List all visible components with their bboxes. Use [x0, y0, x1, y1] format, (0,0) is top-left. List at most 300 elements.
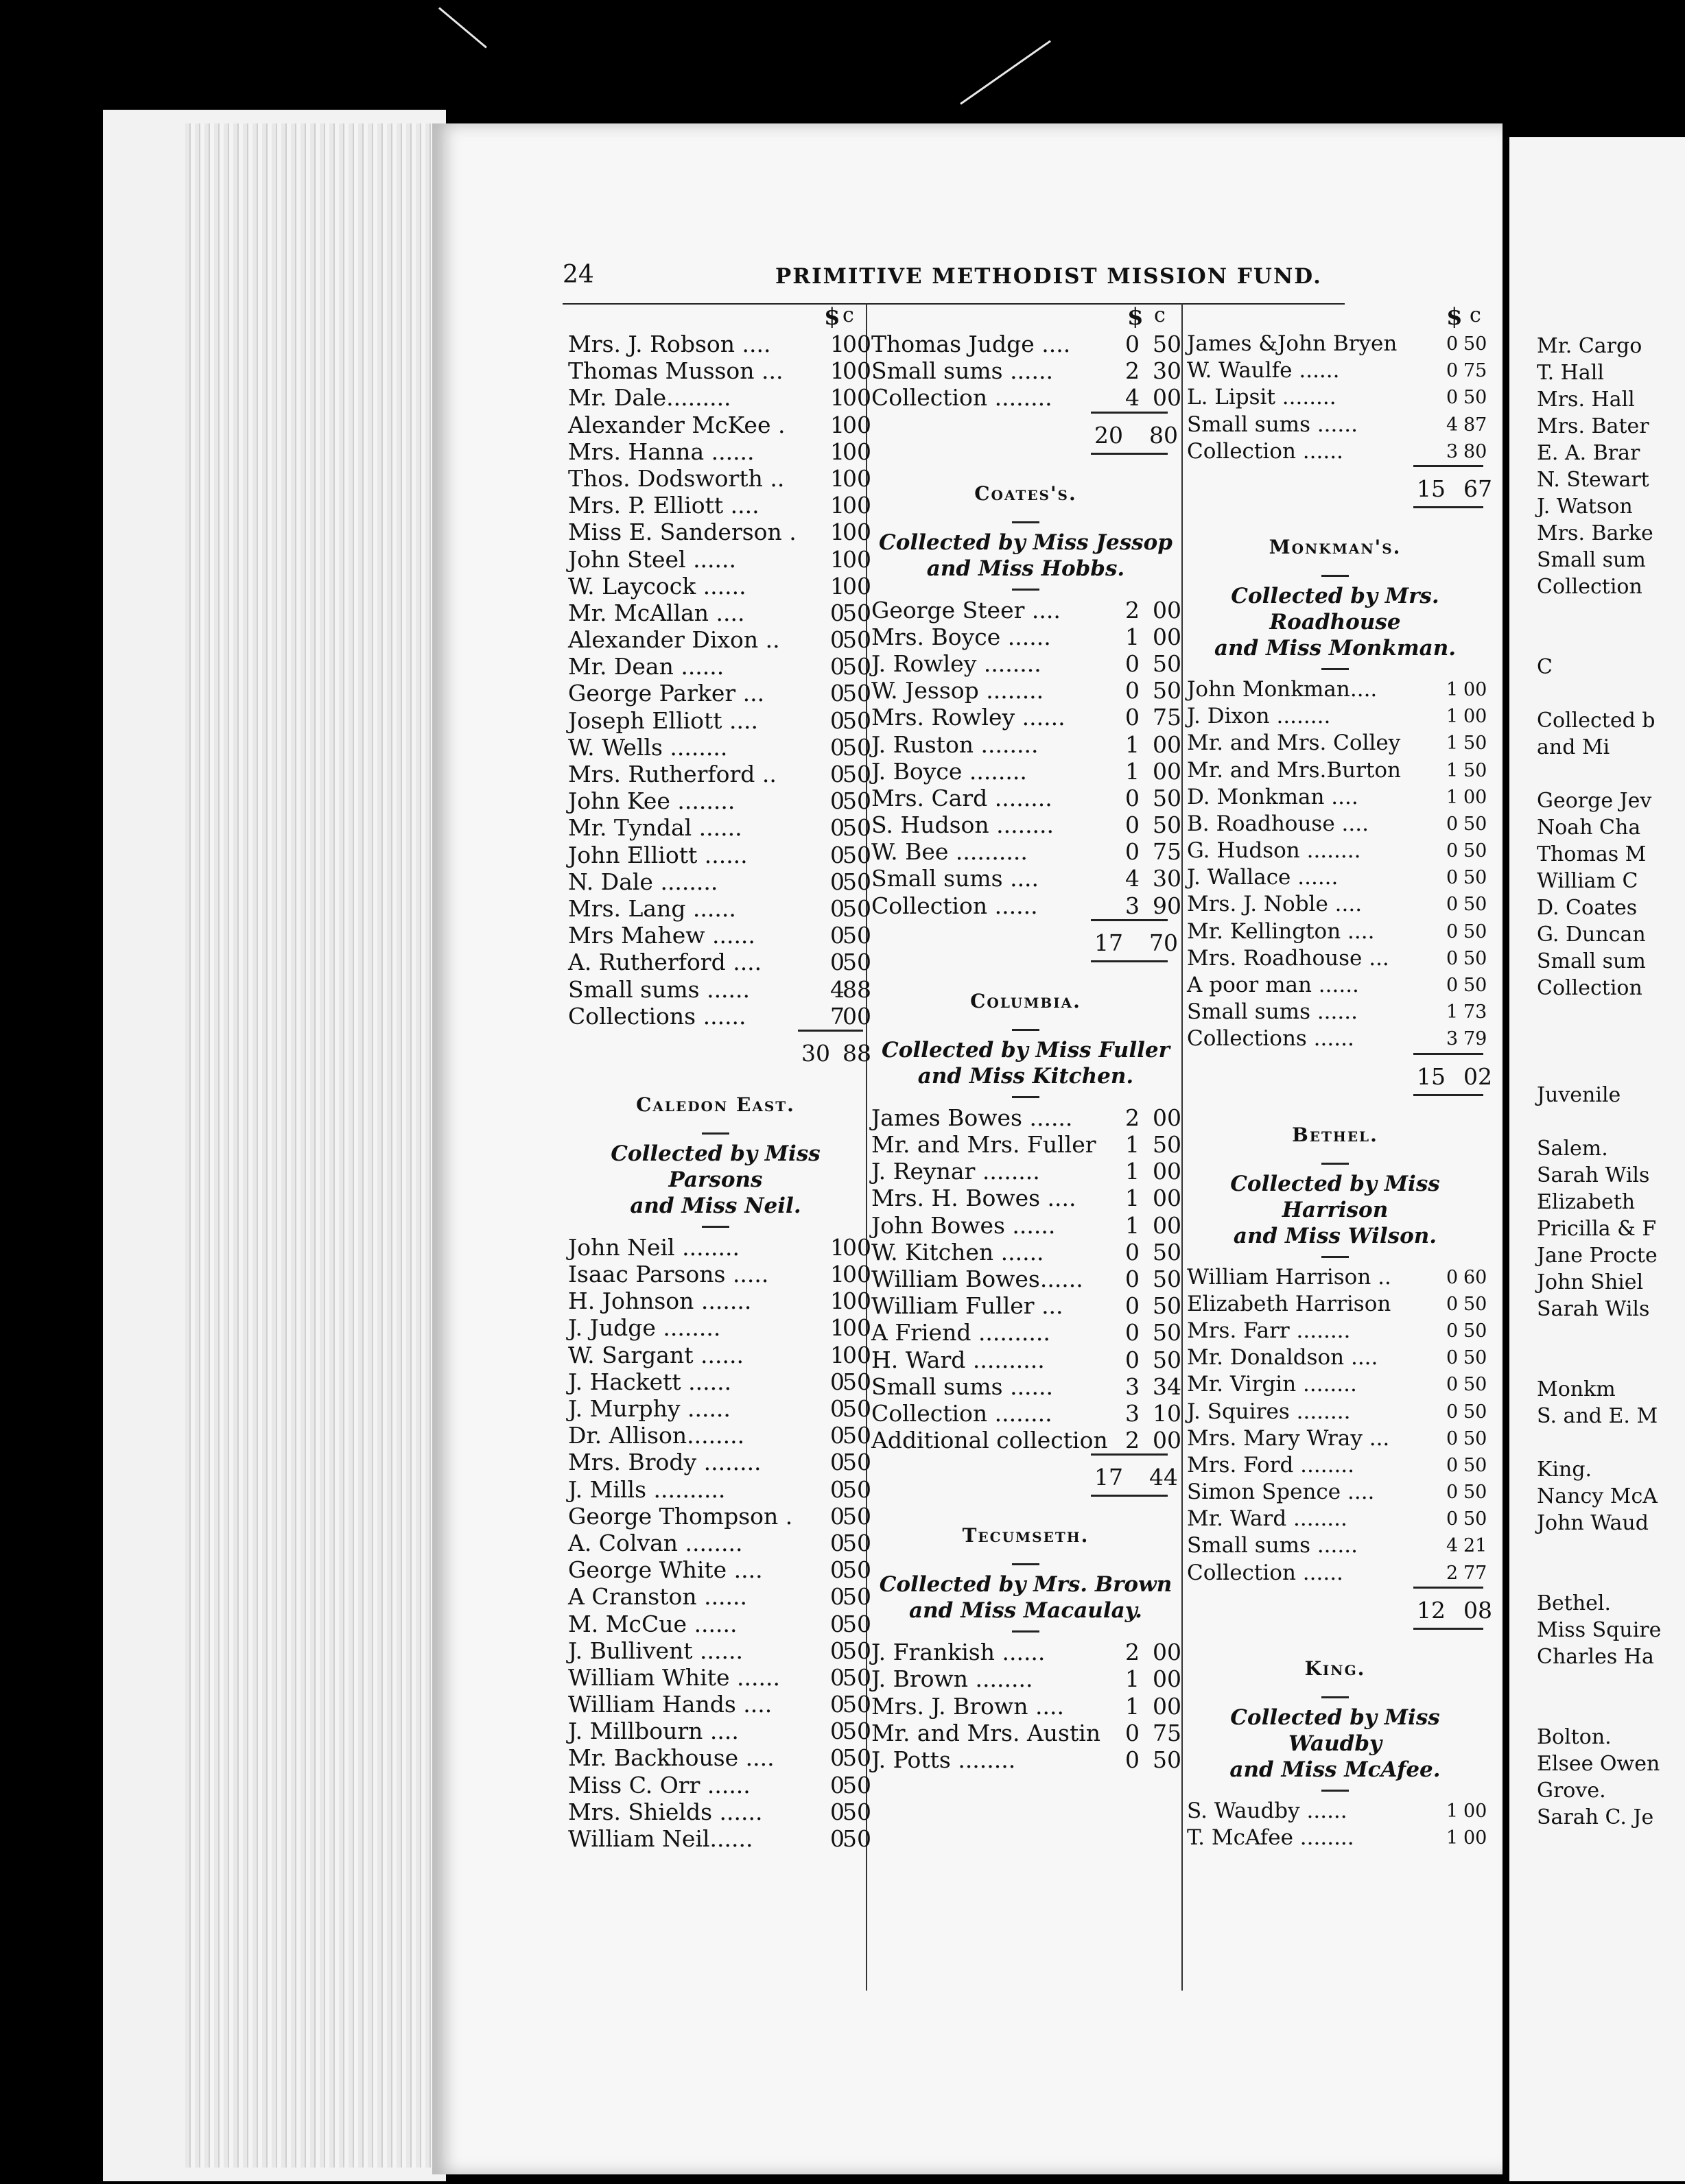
donor-name: J. Mills ..........	[568, 1475, 726, 1503]
donor-name: Simon Spence ....	[1187, 1480, 1375, 1505]
entry-row	[568, 1744, 871, 1772]
section-total	[871, 1460, 1180, 1495]
amount-dollars: 1	[830, 1233, 845, 1261]
adjacent-page-line: Small sum	[1537, 548, 1646, 572]
amount-cents: 10	[1153, 1399, 1181, 1427]
amount-cents: 50	[1463, 975, 1487, 996]
amount-dollars: 2	[1125, 1104, 1140, 1131]
dash-rule	[1187, 1156, 1483, 1171]
entry-row	[568, 975, 871, 1003]
adjacent-page-line	[1537, 1670, 1685, 1697]
amount-cents: 00	[842, 438, 871, 465]
adjacent-page-line	[1537, 1028, 1685, 1055]
adjacent-page-line	[1537, 1108, 1685, 1135]
donor-name: John Neil ........	[568, 1233, 740, 1261]
amount-cents: 00	[1153, 1104, 1181, 1131]
amount-cents: 50	[1463, 947, 1487, 969]
total-dollars: 30	[801, 1039, 830, 1067]
sum-rule	[871, 453, 1180, 460]
donor-name: Mrs. Roadhouse ...	[1187, 945, 1389, 971]
amount-cents: 50	[1463, 1508, 1487, 1530]
amount-cents: 50	[842, 1637, 871, 1664]
spacer	[568, 1071, 863, 1084]
donor-name: George White ....	[568, 1556, 763, 1584]
entry-row	[568, 1529, 871, 1556]
amount-cents: 00	[842, 1261, 871, 1288]
donor-name: Miss C. Orr ......	[568, 1771, 751, 1799]
amount-cents: 50	[842, 1718, 871, 1745]
collected-by: Collected by Miss Parsons	[611, 1141, 821, 1192]
entry-row	[871, 704, 1180, 731]
adjacent-page-line	[1537, 1322, 1685, 1349]
sum-rule	[1187, 1587, 1483, 1593]
donor-name: John Monkman....	[1187, 676, 1378, 702]
amount-dollars: 0	[1446, 1482, 1459, 1504]
entry-row	[568, 814, 871, 842]
amount-dollars: 1	[1125, 1665, 1140, 1693]
amount-cents: 00	[1153, 384, 1181, 412]
donor-name: W. Kitchen ......	[871, 1238, 1044, 1266]
entry-row	[1187, 1452, 1487, 1479]
entry-row	[568, 1556, 871, 1584]
sum-rule	[1187, 1053, 1483, 1060]
total-dollars: 17	[1094, 929, 1123, 956]
amount-cents: 50	[1463, 813, 1487, 835]
column-divider	[1181, 303, 1183, 1991]
amount-cents: 50	[1463, 1347, 1487, 1369]
amount-cents: 50	[842, 868, 871, 895]
entry-row	[871, 1292, 1180, 1319]
adjacent-page-line: Collection	[1537, 575, 1642, 599]
adjacent-page-line: S. and E. M	[1537, 1404, 1658, 1428]
adjacent-page-line	[1537, 761, 1685, 787]
donor-name: Mr. Donaldson ....	[1187, 1345, 1378, 1370]
spacer	[871, 460, 1180, 473]
entry-row	[1187, 972, 1487, 999]
entry-row	[1187, 891, 1487, 918]
entry-row	[1187, 1425, 1487, 1452]
entry-row	[568, 1637, 871, 1664]
adjacent-page-line: George Jev	[1537, 789, 1652, 813]
entry-row	[871, 1346, 1180, 1373]
amount-dollars: 2	[1125, 357, 1140, 385]
amount-cents: 00	[842, 1341, 871, 1368]
entry-row	[871, 650, 1180, 677]
amount-cents: 50	[1463, 1320, 1487, 1342]
amount-dollars: 0	[1446, 1266, 1459, 1288]
entry-row	[568, 1583, 871, 1611]
entry-row	[568, 519, 871, 546]
amount-dollars: 0	[1125, 1719, 1140, 1746]
entry-row	[568, 922, 871, 949]
amount-dollars: 4	[1446, 1535, 1459, 1557]
amount-cents: 75	[1463, 360, 1487, 382]
donor-name: Mr. Backhouse ....	[568, 1744, 775, 1772]
entry-row	[568, 761, 871, 787]
donor-name: Mr. McAllan ....	[568, 599, 745, 626]
sum-rule	[871, 960, 1180, 967]
entry-row	[568, 1771, 871, 1799]
amount-dollars: 1	[1446, 1827, 1459, 1849]
collected-by: Collected by Miss Harrison	[1230, 1171, 1440, 1222]
amount-cents: 50	[1463, 867, 1487, 889]
amount-dollars: 1	[830, 1287, 845, 1315]
donor-name: Mrs. Brody ........	[568, 1449, 762, 1476]
sum-rule	[871, 1495, 1180, 1502]
amount-cents: 00	[842, 572, 871, 600]
adjacent-page-line: Nancy McA	[1537, 1484, 1658, 1508]
donor-name: Mrs. Boyce ......	[871, 623, 1051, 650]
donor-name: Collection ......	[1187, 438, 1343, 464]
entry-row	[871, 811, 1180, 838]
amount-dollars: 0	[1125, 784, 1140, 811]
amount-cents: 00	[1153, 1211, 1181, 1239]
adjacent-page-line: Mrs. Hall	[1537, 388, 1635, 412]
entry-row	[1187, 1532, 1487, 1559]
entry-row	[568, 1449, 871, 1476]
amount-cents: 50	[1463, 894, 1487, 916]
amount-dollars: 1	[830, 438, 845, 465]
amount-cents: 77	[1463, 1562, 1487, 1584]
donor-name: A Friend ..........	[871, 1319, 1050, 1346]
section-title: Tecumseth.	[962, 1524, 1089, 1547]
donor-name: A poor man ......	[1187, 973, 1359, 997]
entry-row	[568, 1395, 871, 1422]
section-total	[871, 418, 1180, 453]
collected-by: Collected by Miss Jessop	[879, 530, 1173, 555]
donor-name: Small sums ......	[568, 975, 751, 1003]
amount-cents: 00	[842, 1002, 871, 1030]
entry-row	[568, 492, 871, 519]
amount-dollars: 1	[1446, 759, 1459, 781]
amount-cents: 50	[842, 1422, 871, 1449]
entry-row	[1187, 412, 1487, 438]
donor-name: J. Wallace ......	[1187, 865, 1339, 890]
amount-dollars: 1	[1446, 1800, 1459, 1822]
amount-dollars: 1	[830, 1314, 845, 1342]
entry-row	[1187, 864, 1487, 891]
donor-name: J. Frankish ......	[871, 1639, 1046, 1666]
dollar-header: $	[1127, 303, 1144, 331]
adjacent-page-line	[1537, 600, 1685, 627]
sum-rule	[871, 1453, 1180, 1460]
donor-name: Mrs. Mary Wray ...	[1187, 1425, 1390, 1451]
amount-cents: 75	[1153, 704, 1181, 731]
amount-dollars: 0	[1125, 331, 1140, 357]
adjacent-page-line: Charles Ha	[1537, 1645, 1654, 1669]
donor-name: Mrs. Hanna ......	[568, 438, 755, 465]
donor-name: George Thompson .	[568, 1502, 793, 1530]
donor-name: Mr. Dale.........	[568, 384, 731, 412]
amount-dollars: 0	[1125, 650, 1140, 677]
amount-cents: 00	[842, 464, 871, 492]
amount-cents: 50	[1463, 1482, 1487, 1504]
sum-rule	[1187, 465, 1483, 472]
amount-dollars: 1	[1446, 733, 1459, 755]
entry-row	[1187, 384, 1487, 411]
entry-row	[1187, 1371, 1487, 1398]
amount-dollars: 0	[1125, 1265, 1140, 1292]
entry-row	[568, 438, 871, 465]
amount-cents: 50	[842, 1691, 871, 1718]
amount-dollars: 4	[830, 975, 845, 1003]
amount-dollars: 1	[1125, 1185, 1140, 1212]
adjacent-page-line: Small sum	[1537, 949, 1646, 973]
donor-name: W. Sargant ......	[568, 1341, 744, 1368]
entry-row	[1187, 757, 1487, 784]
donor-name: N. Dale ........	[568, 868, 718, 895]
donor-name: J. Brown ........	[871, 1665, 1033, 1693]
collected-by: Collected by Miss Fuller	[882, 1037, 1170, 1063]
amount-dollars: 1	[830, 519, 845, 546]
amount-cents: 00	[1153, 757, 1181, 785]
amount-cents: 50	[842, 787, 871, 815]
entry-row	[1187, 1344, 1487, 1371]
donor-name: W. Waulfe ......	[1187, 358, 1340, 383]
sum-rule	[871, 412, 1180, 418]
entry-row	[568, 464, 871, 492]
amount-dollars: 4	[1125, 865, 1140, 892]
donor-name: G. Hudson ........	[1187, 838, 1361, 864]
amount-dollars: 0	[1446, 921, 1459, 942]
entry-row	[1187, 811, 1487, 838]
donor-name: W. Wells ........	[568, 733, 728, 761]
sum-rule	[1187, 1628, 1483, 1635]
amount-cents: 88	[842, 975, 871, 1003]
amount-dollars: 0	[1446, 1427, 1459, 1449]
amount-dollars: 1	[1446, 1001, 1459, 1023]
amount-cents: 50	[842, 1475, 871, 1503]
amount-cents: 90	[1153, 892, 1181, 919]
amount-dollars: 0	[830, 733, 845, 761]
entry-row	[1187, 438, 1487, 465]
amount-dollars: 0	[830, 868, 845, 895]
donor-name: S. Hudson ........	[871, 811, 1054, 839]
adjacent-page-line: Grove.	[1537, 1779, 1606, 1803]
entry-row	[568, 1691, 871, 1718]
dash-rule	[568, 1219, 863, 1234]
adjacent-page-line	[1537, 627, 1685, 654]
amount-dollars: 1	[1446, 706, 1459, 728]
entry-row	[1187, 1025, 1487, 1052]
dash-rule	[871, 1089, 1180, 1104]
amount-cents: 50	[1153, 1131, 1181, 1158]
adjacent-page-line: Collected b	[1537, 709, 1655, 733]
amount-dollars: 0	[830, 894, 845, 922]
entry-row	[1187, 999, 1487, 1025]
amount-cents: 00	[842, 411, 871, 438]
section-total	[1187, 1593, 1492, 1628]
entry-row	[568, 707, 871, 734]
section-title: Columbia.	[970, 989, 1081, 1012]
donor-name: J. Hackett ......	[568, 1368, 732, 1395]
amount-dollars: 0	[830, 949, 845, 976]
amount-dollars: 0	[1446, 1508, 1459, 1530]
adjacent-page-line	[1537, 1536, 1685, 1563]
entry-row	[871, 1266, 1180, 1292]
amount-cents: 50	[842, 1583, 871, 1611]
amount-cents: 50	[1153, 331, 1181, 357]
entry-row	[568, 1314, 871, 1342]
donor-name: Dr. Allison........	[568, 1422, 745, 1449]
donor-name: W. Jessop ........	[871, 677, 1044, 704]
entry-row	[568, 411, 871, 438]
amount-dollars: 0	[1125, 811, 1140, 839]
donor-name: James &John Bryen	[1187, 331, 1398, 356]
amount-dollars: 0	[1446, 1347, 1459, 1369]
entry-row	[568, 653, 871, 680]
amount-dollars: 0	[1125, 1319, 1140, 1346]
amount-cents: 00	[842, 331, 871, 357]
amount-cents: 50	[842, 680, 871, 707]
adjacent-page-line: Mr. Cargo	[1537, 334, 1642, 358]
amount-cents: 50	[1463, 333, 1487, 355]
collected-by: and Miss Monkman.	[1214, 635, 1457, 661]
entry-row	[871, 1665, 1180, 1692]
donor-name: William Hands ....	[568, 1691, 773, 1718]
adjacent-page-line: Juvenile	[1537, 1083, 1621, 1107]
entry-row	[1187, 1798, 1487, 1825]
adjacent-page-line: Sarah Wils	[1537, 1163, 1650, 1187]
donor-name: Collections ......	[568, 1002, 746, 1030]
donor-name: Small sums ......	[871, 357, 1054, 385]
page	[432, 123, 1503, 2174]
amount-dollars: 0	[830, 841, 845, 868]
amount-cents: 00	[842, 519, 871, 546]
total-dollars: 15	[1417, 475, 1446, 502]
amount-dollars: 0	[1125, 677, 1140, 704]
adjacent-page-line	[1537, 1429, 1685, 1456]
amount-dollars: 0	[830, 1691, 845, 1718]
section-total	[1187, 1060, 1492, 1094]
adjacent-page-line: Mrs. Bater	[1537, 414, 1649, 438]
amount-dollars: 0	[1446, 1374, 1459, 1396]
donor-name: William Harrison ..	[1187, 1264, 1391, 1290]
donor-name: Mr. Dean ......	[568, 653, 724, 680]
donor-name: Additional collection	[871, 1427, 1108, 1454]
amount-dollars: 0	[1125, 838, 1140, 866]
amount-cents: 30	[1153, 357, 1181, 385]
adjacent-page-line: Sarah Wils	[1537, 1297, 1650, 1321]
spacer	[1187, 1101, 1483, 1115]
amount-dollars: 0	[1446, 1320, 1459, 1342]
dollar-header: $	[1446, 303, 1463, 331]
donor-name: Elizabeth Harrison	[1187, 1291, 1391, 1316]
adjacent-page-line: and Mi	[1537, 735, 1610, 759]
dash-rule	[1187, 661, 1483, 676]
amount-dollars: 0	[1446, 867, 1459, 889]
entry-row	[1187, 838, 1487, 864]
adjacent-page-line: King.	[1537, 1458, 1592, 1482]
entry-row	[871, 384, 1180, 411]
entry-row	[568, 787, 871, 815]
amount-dollars: 0	[830, 1556, 845, 1584]
amount-dollars: 0	[830, 599, 845, 626]
adjacent-page-line: J. Watson	[1537, 495, 1633, 519]
amount-cents: 73	[1463, 1001, 1487, 1023]
entry-row	[568, 1368, 871, 1395]
dash-rule	[1187, 568, 1483, 583]
amount-dollars: 0	[830, 1502, 845, 1530]
amount-cents: 00	[1153, 1427, 1181, 1454]
total-dollars: 20	[1094, 421, 1123, 449]
donor-name: Collection ......	[1187, 1560, 1343, 1585]
entry-row	[871, 731, 1180, 758]
amount-dollars: 0	[830, 1825, 845, 1852]
donor-name: Isaac Parsons .....	[568, 1261, 769, 1288]
sum-rule	[871, 919, 1180, 926]
amount-cents: 00	[1153, 596, 1181, 624]
donor-name: Mrs. Lang ......	[568, 894, 736, 922]
donor-name: H. Ward ..........	[871, 1346, 1045, 1373]
amount-cents: 50	[1153, 1292, 1181, 1320]
entry-row	[568, 357, 871, 385]
amount-dollars: 0	[830, 1422, 845, 1449]
donor-name: Joseph Elliott ....	[568, 707, 759, 734]
column-2	[871, 303, 1180, 1773]
section-title: King.	[1304, 1657, 1366, 1680]
amount-dollars: 0	[830, 787, 845, 815]
entry-row	[1187, 730, 1487, 757]
amount-cents: 50	[1153, 1319, 1181, 1346]
entry-row	[871, 1185, 1180, 1211]
total-cents: 02	[1463, 1063, 1492, 1090]
entry-row	[568, 545, 871, 573]
amount-cents: 50	[1153, 1746, 1181, 1773]
adjacent-page-line: Pricilla & F	[1537, 1217, 1657, 1241]
amount-cents: 00	[1463, 706, 1487, 728]
donor-name: Mrs. H. Bowes ....	[871, 1185, 1076, 1212]
donor-name: Thomas Musson ...	[568, 357, 783, 385]
adjacent-page	[1509, 137, 1685, 2181]
donor-name: J. Dixon ........	[1187, 704, 1331, 729]
donor-name: Mrs. Farr ........	[1187, 1318, 1351, 1343]
sum-rule	[1187, 506, 1483, 513]
amount-dollars: 1	[830, 572, 845, 600]
donor-name: Mr. and Mrs. Colley	[1187, 731, 1401, 756]
donor-name: Thos. Dodsworth ..	[568, 464, 785, 492]
amount-dollars: 2	[1125, 1427, 1140, 1454]
amount-dollars: 1	[1446, 786, 1459, 808]
total-cents: 44	[1149, 1464, 1178, 1491]
spacer	[871, 967, 1180, 981]
donor-name: Small sums ......	[1187, 1533, 1358, 1558]
section-title: Bethel.	[1292, 1123, 1378, 1146]
entry-row	[568, 331, 871, 357]
amount-dollars: 0	[830, 1610, 845, 1637]
section-total	[568, 1036, 871, 1071]
donor-name: M. McCue ......	[568, 1610, 738, 1637]
entry-row	[568, 949, 871, 976]
adjacent-page-line: John Shiel	[1537, 1270, 1644, 1294]
donor-name: George Parker ...	[568, 680, 765, 707]
amount-cents: 00	[1463, 786, 1487, 808]
adjacent-page-line: Jane Procte	[1537, 1244, 1658, 1268]
entry-row	[871, 785, 1180, 811]
amount-cents: 50	[1463, 733, 1487, 755]
amount-cents: 50	[1153, 677, 1181, 704]
amount-dollars: 0	[830, 1529, 845, 1556]
entry-row	[568, 572, 871, 600]
entry-row	[1187, 1825, 1487, 1851]
entry-row	[871, 838, 1180, 865]
amount-dollars: 0	[830, 922, 845, 949]
amount-dollars: 0	[830, 1744, 845, 1772]
entry-row	[568, 599, 871, 626]
donor-name: J. Rowley ........	[871, 650, 1041, 677]
amount-cents: 50	[1463, 759, 1487, 781]
donor-name: Collection ........	[871, 1399, 1052, 1427]
